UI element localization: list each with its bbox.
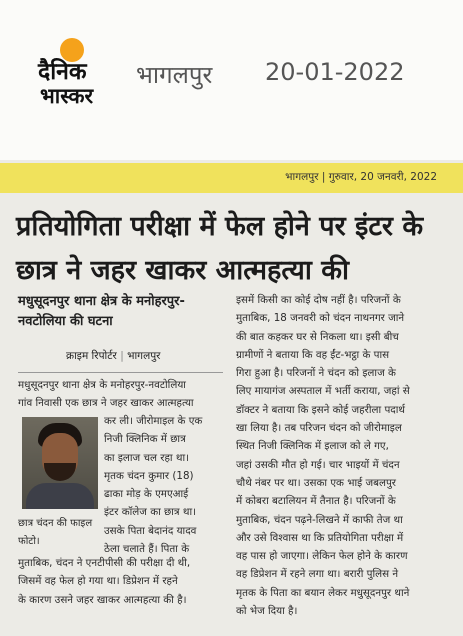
article-line: का इलाज चल रहा था। [104, 451, 190, 464]
article-line: वह पास हो जाएगा। लेकिन फेल होने के कारण [236, 550, 408, 563]
article-line: जिसमें वह फेल हो गया था। डिप्रेशन में रहने [18, 575, 178, 588]
article-line: और उसे विश्वास था कि प्रतियोगिता परीक्षा में [236, 531, 404, 544]
byline-separator: | [120, 350, 128, 362]
article-line: वह डिप्रेशन में रहने लगा था। बरारी पुलिस ने [236, 568, 399, 581]
article-line: के कारण उसने जहर खाकर आत्महत्या की है। [18, 593, 187, 606]
newspaper-logo [38, 38, 108, 110]
article-line: गांव निवासी एक छात्र ने जहर खाकर आत्महत्या [18, 397, 194, 410]
student-photo [22, 417, 98, 509]
byline-divider [18, 372, 223, 373]
article-line: में कोबरा बटालियन में तैनात है। परिजनों के [236, 495, 396, 508]
article-line: स्थित निजी क्लिनिक में इलाज को ले गए, [236, 440, 389, 453]
article-line: मृतक चंदन कुमार (18) [104, 469, 194, 482]
article-line: ठेला चलाते हैं। पिता के [104, 543, 190, 556]
byline-reporter: क्राइम रिपोर्टर [66, 350, 117, 362]
article-line: उसके पिता बेदानंद यादव [104, 524, 197, 537]
photo-caption: छात्र चंदन की फाइल फोटो। [18, 518, 93, 547]
article-line: खा लिया है। तब परिजन चंदन को जीरोमाइल [236, 422, 402, 435]
article-line: मुताबिक, चंदन पढ़ने-लिखने में काफी तेज था [236, 513, 403, 526]
logo-line-1: दैनिक [38, 59, 87, 85]
logo-line-2: भास्कर [40, 84, 94, 108]
edition-line: भागलपुर | गुरुवार, 20 जनवरी, 2022 [285, 171, 437, 183]
article-line: जहां उसकी मौत हो गई। चार भाइयों में चंदन [236, 458, 400, 471]
article-line: ढाका मोड़ के एमएआई [104, 488, 189, 501]
header-date: 20-01-2022 [265, 58, 405, 86]
article-column-right [236, 291, 454, 620]
article-line: ग्रामीणों ने बताया कि वह ईंट-भट्ठा के पास [236, 348, 390, 361]
article-line: मुताबिक, चंदन ने एनटीपीसी की परीक्षा दी थी, [18, 557, 191, 569]
article-subhead: मधुसूदनपुर थाना क्षेत्र के मनोहरपुर-नवटोलिया की घटना [18, 294, 185, 329]
article-line: चौथे नंबर पर था। उसका एक भाई जबलपुर [236, 476, 397, 489]
article-line: गिरा हुआ है। परिजनों ने चंदन को इलाज के [236, 367, 396, 380]
article-line: इंटर कॉलेज का छात्र था। [104, 506, 197, 519]
article-line: इसमें किसी का कोई दोष नहीं है। परिजनों के [236, 294, 401, 306]
byline-place: भागलपुर [127, 350, 161, 362]
article-line: मृतक के पिता का बयान लेकर मधुसूदनपुर थाने [236, 586, 410, 599]
article-line: कर ली। जीरोमाइल के एक [104, 415, 203, 427]
article-column-left-bottom [18, 554, 225, 609]
article-headline: प्रतियोगिता परीक्षा में फेल होने पर इंटर के छात्र ने जहर खाकर आत्महत्या की [16, 211, 424, 286]
article-line: निजी क्लिनिक में छात्र [104, 433, 186, 446]
byline [66, 349, 160, 363]
article-line: डॉक्टर ने बताया कि इसने कोई जहरीला पदार्थ [236, 403, 406, 416]
article-column-left-beside-photo [104, 412, 225, 558]
article-line: लिए मायागंज अस्पताल में भर्ती कराया, जहां से [236, 385, 410, 398]
article-column-left-top [18, 376, 225, 413]
article-line: को भेज दिया है। [236, 605, 298, 618]
article-line: की बात कहकर घर से निकला था। इसी बीच [236, 330, 399, 343]
article-line: मधुसूदनपुर थाना क्षेत्र के मनोहरपुर-नवटोलिया [18, 379, 186, 391]
header-city: भागलपुर [136, 61, 213, 89]
article-line: मुताबिक, 18 जनवरी को चंदन नाथनगर जाने [236, 312, 405, 325]
